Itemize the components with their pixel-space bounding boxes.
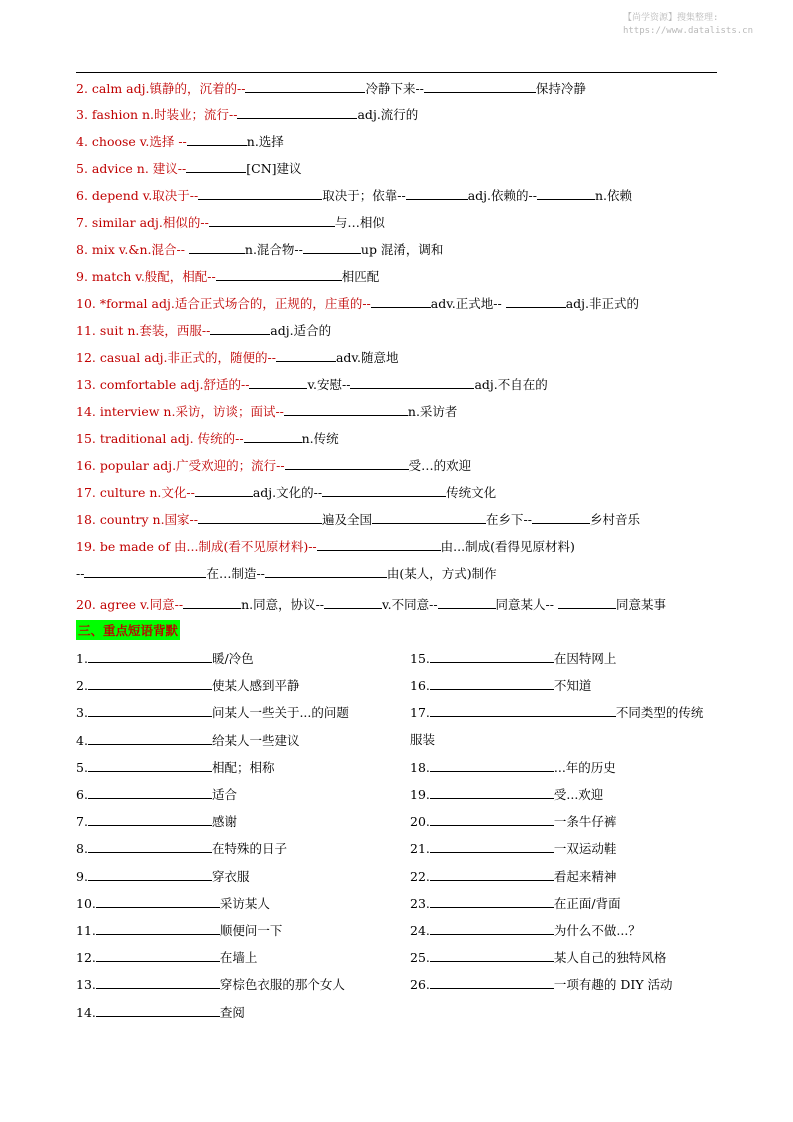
vocab-row xyxy=(76,295,639,312)
vocab-word: calm adj.镇静的，沉着的-- xyxy=(91,81,246,96)
phrase-item xyxy=(410,976,673,993)
phrase-number: 16. xyxy=(410,678,430,694)
phrase-item xyxy=(410,677,591,694)
vocab-word: be made of 由...制成(看不见原材料)-- xyxy=(99,539,317,554)
phrase-number: 5. xyxy=(76,759,88,775)
vocab-row xyxy=(76,349,398,366)
phrase-number: 2. xyxy=(76,678,88,694)
phrase-meaning: 采访某人 xyxy=(219,895,270,911)
vocab-number: 19. xyxy=(76,539,100,554)
phrase-item xyxy=(410,650,616,667)
vocab-hint: 相匹配 xyxy=(341,269,380,284)
vocab-row xyxy=(76,511,640,528)
vocab-hint: adj.文化的-- xyxy=(252,485,323,500)
answer-blank[interactable] xyxy=(198,187,322,200)
vocab-word: advice n. 建议-- xyxy=(91,161,187,176)
watermark-line1: 【尚学资源】搜集整理: xyxy=(622,13,719,23)
answer-blank[interactable] xyxy=(406,187,468,200)
phrase-item xyxy=(410,895,621,912)
phrase-item xyxy=(76,922,282,939)
phrase-number: 1. xyxy=(76,651,88,666)
phrase-number: 10. xyxy=(76,895,96,911)
vocab-number: 12. xyxy=(76,350,100,365)
phrase-number: 25. xyxy=(410,950,430,966)
vocab-hint: n.采访者 xyxy=(407,404,458,419)
vocab-row xyxy=(76,322,331,339)
phrase-item xyxy=(410,949,666,966)
answer-blank[interactable] xyxy=(88,868,212,881)
answer-blank[interactable] xyxy=(372,511,486,524)
vocab-hint: n.传统 xyxy=(301,431,339,446)
vocab-row xyxy=(76,565,497,582)
answer-blank[interactable] xyxy=(187,133,247,146)
vocab-word: depend v.取决于-- xyxy=(91,188,199,203)
phrase-meaning: 查阅 xyxy=(219,1004,245,1020)
vocab-word: fashion n.时装业；流行-- xyxy=(91,107,238,122)
phrase-meaning: 给某人一些建议 xyxy=(211,732,300,748)
answer-blank[interactable] xyxy=(265,565,387,578)
vocab-row xyxy=(76,376,548,393)
answer-blank[interactable] xyxy=(430,650,554,663)
vocab-row xyxy=(76,596,666,613)
answer-blank[interactable] xyxy=(245,80,365,93)
vocab-word: *formal adj.适合正式场合的，正规的，庄重的-- xyxy=(99,296,371,311)
vocab-hint: n.混合物-- xyxy=(244,242,303,257)
vocab-row xyxy=(76,457,471,474)
vocab-word: mix v.&n.混合-- xyxy=(91,242,189,257)
phrase-meaning: 使某人感到平静 xyxy=(211,678,300,694)
phrase-meaning: 一项有趣的 DIY 活动 xyxy=(553,977,673,993)
vocab-row xyxy=(76,484,496,501)
answer-blank[interactable] xyxy=(285,457,409,470)
phrase-meaning: 一双运动鞋 xyxy=(553,841,617,857)
vocab-hint: 遍及全国 xyxy=(322,512,373,527)
answer-blank[interactable] xyxy=(88,732,212,745)
phrase-item xyxy=(410,759,616,776)
phrase-item xyxy=(410,840,616,857)
vocab-hint: adj.非正式的 xyxy=(565,296,640,311)
answer-blank[interactable] xyxy=(249,376,307,389)
watermark-line2: https://www.datalists.cn xyxy=(622,26,753,36)
phrase-meaning: 相配；相称 xyxy=(211,759,275,775)
phrase-meaning: 不知道 xyxy=(553,678,592,694)
answer-blank[interactable] xyxy=(322,484,446,497)
phrase-item xyxy=(76,840,287,857)
phrase-item xyxy=(410,868,616,885)
answer-blank[interactable] xyxy=(430,704,616,717)
vocab-hint: adv.随意地 xyxy=(335,350,399,365)
vocab-hint: -- xyxy=(76,566,85,581)
phrase-item xyxy=(410,704,703,721)
answer-blank[interactable] xyxy=(506,295,566,308)
answer-blank[interactable] xyxy=(537,187,595,200)
phrase-number: 11. xyxy=(76,923,96,938)
phrase-meaning: 在墙上 xyxy=(219,950,258,966)
vocab-number: 3. xyxy=(76,107,92,122)
vocab-word: suit n.套装，西服-- xyxy=(99,323,211,338)
vocab-hint: v.安慰-- xyxy=(307,377,351,392)
phrase-number: 4. xyxy=(76,732,88,748)
vocab-hint: n.依赖 xyxy=(594,188,632,203)
phrase-item xyxy=(76,732,299,749)
vocab-row xyxy=(76,187,632,204)
vocab-word: interview n.采访，访谈；面试-- xyxy=(99,404,284,419)
answer-blank[interactable] xyxy=(84,565,206,578)
vocab-hint: adj.适合的 xyxy=(270,323,332,338)
vocab-hint: [CN]建议 xyxy=(246,161,302,176)
answer-blank[interactable] xyxy=(424,80,536,93)
answer-blank[interactable] xyxy=(430,840,554,853)
vocab-number: 11. xyxy=(76,323,100,338)
phrase-meaning: 穿棕色衣服的那个女人 xyxy=(219,977,345,993)
phrase-item xyxy=(76,868,249,885)
phrase-item xyxy=(410,922,641,939)
answer-blank[interactable] xyxy=(195,484,253,497)
phrase-meaning: 感谢 xyxy=(211,814,237,830)
answer-blank[interactable] xyxy=(324,596,382,609)
vocab-hint: 由...制成(看得见原材料) xyxy=(440,539,575,554)
phrase-meaning: 在特殊的日子 xyxy=(211,841,287,857)
answer-blank[interactable] xyxy=(88,786,212,799)
phrase-meaning: 一条牛仔裤 xyxy=(553,814,617,830)
phrase-number: 18. xyxy=(410,759,430,775)
vocab-hint: n.选择 xyxy=(246,134,284,149)
vocab-number: 4. xyxy=(76,134,92,149)
answer-blank[interactable] xyxy=(96,949,220,962)
phrase-meaning: 服装 xyxy=(410,731,436,747)
answer-blank[interactable] xyxy=(284,403,408,416)
phrase-item xyxy=(76,650,254,667)
vocab-number: 13. xyxy=(76,377,100,392)
phrase-meaning: 问某人一些关于...的问题 xyxy=(211,705,349,721)
vocab-number: 14. xyxy=(76,404,100,419)
answer-blank[interactable] xyxy=(430,949,554,962)
phrase-number: 14. xyxy=(76,1004,96,1020)
phrase-number: 6. xyxy=(76,787,88,802)
phrase-meaning: 不同类型的传统 xyxy=(615,705,704,721)
vocab-row xyxy=(76,430,339,447)
phrase-item xyxy=(76,949,257,966)
answer-blank[interactable] xyxy=(430,895,554,908)
vocab-number: 15. xyxy=(76,431,100,446)
answer-blank[interactable] xyxy=(88,704,212,717)
vocab-word: popular adj.广受欢迎的；流行-- xyxy=(99,458,285,473)
phrase-number: 23. xyxy=(410,895,430,911)
vocab-hint: 保持冷静 xyxy=(535,81,586,96)
answer-blank[interactable] xyxy=(430,976,554,989)
vocab-hint: 传统文化 xyxy=(446,485,497,500)
phrase-number: 15. xyxy=(410,651,430,666)
answer-blank[interactable] xyxy=(96,976,220,989)
phrase-number: 17. xyxy=(410,705,430,721)
vocab-row xyxy=(76,538,575,555)
vocab-hint: adj.依赖的-- xyxy=(467,188,537,203)
answer-blank[interactable] xyxy=(430,677,554,690)
answer-blank[interactable] xyxy=(430,786,554,799)
vocab-hint: adv.正式地-- xyxy=(430,296,506,311)
answer-blank[interactable] xyxy=(88,650,212,663)
answer-blank[interactable] xyxy=(430,922,554,935)
answer-blank[interactable] xyxy=(303,241,361,254)
vocab-number: 17. xyxy=(76,485,100,500)
vocab-hint: n.同意，协议-- xyxy=(241,597,325,612)
phrase-number: 22. xyxy=(410,868,430,884)
phrase-item xyxy=(76,813,237,830)
phrase-item xyxy=(76,976,345,993)
phrase-meaning: 为什么不做...？ xyxy=(553,923,641,938)
vocab-hint: 冷静下来-- xyxy=(365,81,424,96)
phrase-item xyxy=(76,895,270,912)
answer-blank[interactable] xyxy=(532,511,590,524)
watermark xyxy=(623,12,753,38)
section-title: 三、重点短语背默 xyxy=(76,620,180,640)
phrase-meaning: ...年的历史 xyxy=(553,759,616,775)
answer-blank[interactable] xyxy=(430,813,554,826)
answer-blank[interactable] xyxy=(438,596,496,609)
vocab-hint: 在…制造-- xyxy=(206,566,265,581)
vocab-row xyxy=(76,268,379,285)
phrase-meaning: 看起来精神 xyxy=(553,868,617,884)
answer-blank[interactable] xyxy=(186,160,246,173)
vocab-word: choose v.选择 -- xyxy=(91,134,187,149)
answer-blank[interactable] xyxy=(430,868,554,881)
vocab-hint: 与…相似 xyxy=(334,215,385,230)
phrase-number: 21. xyxy=(410,841,430,857)
vocab-number: 20. xyxy=(76,597,100,612)
vocab-number: 6. xyxy=(76,188,92,203)
answer-blank[interactable] xyxy=(244,430,302,443)
phrase-meaning: 在正面/背面 xyxy=(553,895,621,911)
vocab-word: comfortable adj.舒适的-- xyxy=(99,377,250,392)
vocab-number: 10. xyxy=(76,296,100,311)
vocab-number: 7. xyxy=(76,215,92,230)
vocab-row xyxy=(76,214,385,231)
phrase-item xyxy=(76,786,237,803)
vocab-hint: up 混淆，调和 xyxy=(360,242,444,257)
vocab-row xyxy=(76,133,284,150)
phrase-meaning: 穿衣服 xyxy=(211,868,250,884)
phrase-meaning: 暖/冷色 xyxy=(211,651,254,666)
phrase-number: 3. xyxy=(76,705,88,721)
answer-blank[interactable] xyxy=(276,349,336,362)
phrase-meaning: 适合 xyxy=(211,787,237,802)
vocab-number: 9. xyxy=(76,269,92,284)
answer-blank[interactable] xyxy=(88,677,212,690)
vocab-row xyxy=(76,80,586,97)
answer-blank[interactable] xyxy=(350,376,474,389)
answer-blank[interactable] xyxy=(96,922,220,935)
vocab-row xyxy=(76,403,457,420)
phrase-number: 9. xyxy=(76,868,88,884)
phrase-item xyxy=(76,677,299,694)
vocab-hint: adj.流行的 xyxy=(357,107,419,122)
phrase-meaning: 某人自己的独特风格 xyxy=(553,950,667,966)
phrase-item xyxy=(410,786,603,803)
header-divider xyxy=(76,72,717,73)
answer-blank[interactable] xyxy=(189,241,245,254)
vocab-row xyxy=(76,241,443,258)
answer-blank[interactable] xyxy=(216,268,342,281)
answer-blank[interactable] xyxy=(237,106,357,119)
answer-blank[interactable] xyxy=(198,511,322,524)
vocab-hint: 取决于；依靠-- xyxy=(322,188,406,203)
phrase-number: 7. xyxy=(76,814,88,830)
phrase-number: 24. xyxy=(410,923,430,938)
vocab-row xyxy=(76,160,302,177)
phrase-number: 13. xyxy=(76,977,96,993)
vocab-hint: 受…的欢迎 xyxy=(408,458,472,473)
answer-blank[interactable] xyxy=(88,759,212,772)
answer-blank[interactable] xyxy=(96,895,220,908)
phrase-item xyxy=(410,813,616,830)
phrase-number: 12. xyxy=(76,950,96,966)
phrase-item xyxy=(410,732,435,748)
answer-blank[interactable] xyxy=(210,322,270,335)
vocab-hint: 乡村音乐 xyxy=(589,512,640,527)
phrase-number: 8. xyxy=(76,841,88,857)
answer-blank[interactable] xyxy=(88,840,212,853)
vocab-number: 8. xyxy=(76,242,92,257)
phrase-item xyxy=(76,1004,245,1021)
vocab-word: traditional adj. 传统的-- xyxy=(99,431,244,446)
phrase-item xyxy=(76,759,274,776)
vocab-hint: 由(某人，方式)制作 xyxy=(386,566,497,581)
vocab-number: 5. xyxy=(76,161,92,176)
vocab-word: agree v.同意-- xyxy=(99,597,184,612)
vocab-word: match v.般配，相配-- xyxy=(91,269,216,284)
phrase-item xyxy=(76,704,349,721)
vocab-word: country n.国家-- xyxy=(99,512,198,527)
answer-blank[interactable] xyxy=(96,1004,220,1017)
vocab-row xyxy=(76,106,418,123)
answer-blank[interactable] xyxy=(209,214,335,227)
vocab-word: casual adj.非正式的，随便的-- xyxy=(99,350,276,365)
vocab-hint: 同意某事 xyxy=(615,597,666,612)
answer-blank[interactable] xyxy=(558,596,616,609)
phrase-number: 20. xyxy=(410,814,430,830)
vocab-hint: v.不同意-- xyxy=(382,597,438,612)
phrase-number: 26. xyxy=(410,977,430,993)
vocab-hint: 在乡下-- xyxy=(486,512,532,527)
vocab-number: 16. xyxy=(76,458,100,473)
vocab-number: 2. xyxy=(76,81,92,96)
answer-blank[interactable] xyxy=(430,759,554,772)
phrase-meaning: 在因特网上 xyxy=(553,651,617,666)
phrase-meaning: 受...欢迎 xyxy=(553,787,604,802)
vocab-word: similar adj.相似的-- xyxy=(91,215,209,230)
phrase-number: 19. xyxy=(410,787,430,802)
phrase-meaning: 顺便问一下 xyxy=(219,923,283,938)
vocab-hint: adj.不自在的 xyxy=(474,377,548,392)
answer-blank[interactable] xyxy=(317,538,441,551)
answer-blank[interactable] xyxy=(88,813,212,826)
vocab-word: culture n.文化-- xyxy=(99,485,195,500)
vocab-number: 18. xyxy=(76,512,100,527)
answer-blank[interactable] xyxy=(371,295,431,308)
vocab-hint: 同意某人-- xyxy=(495,597,558,612)
answer-blank[interactable] xyxy=(183,596,241,609)
